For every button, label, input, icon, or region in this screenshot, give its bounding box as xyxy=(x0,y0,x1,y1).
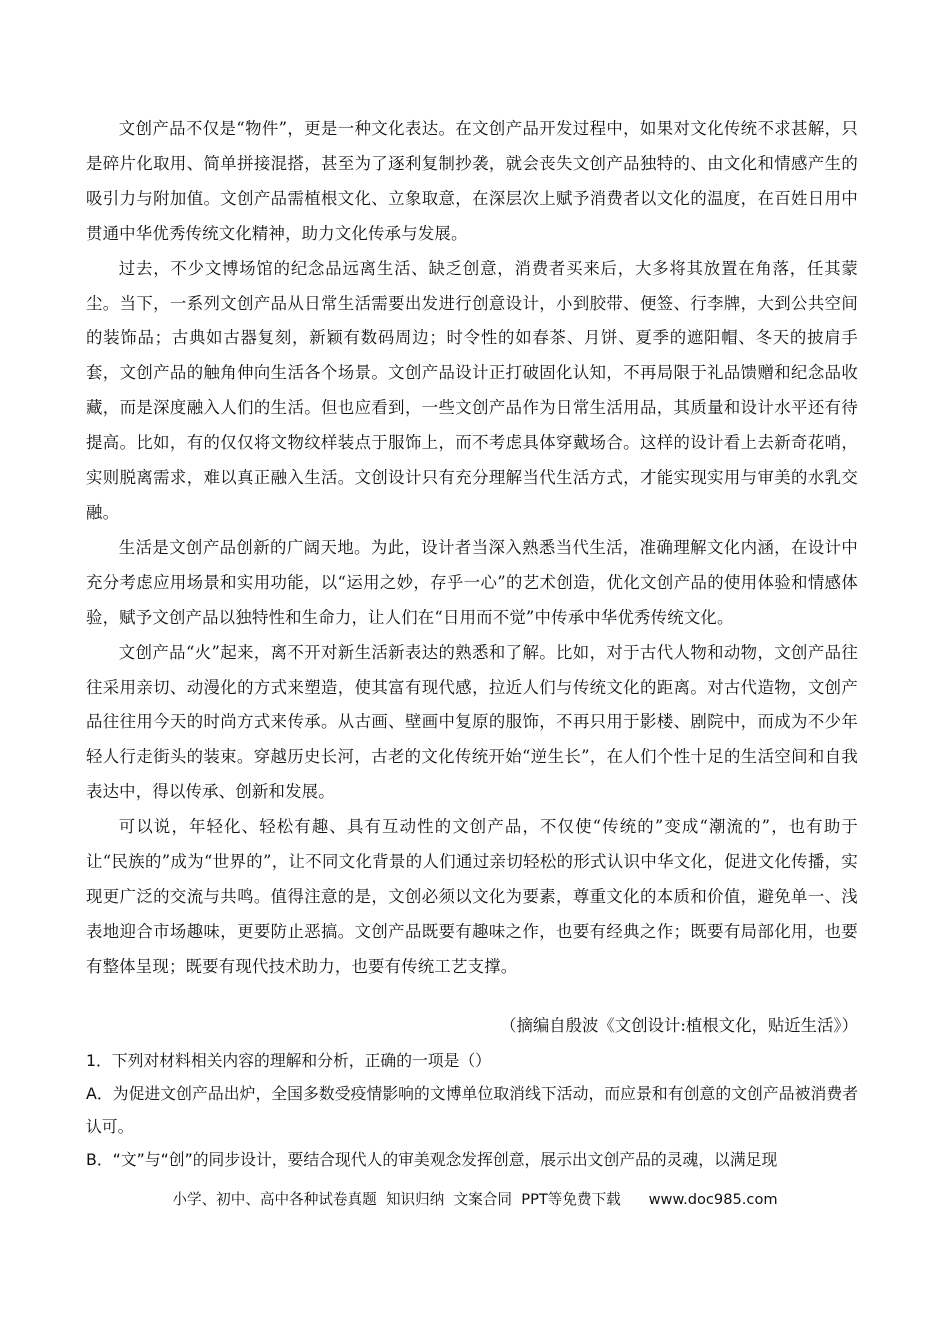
article-source: （摘编自殷波《文创设计:植根文化，贴近生活》） xyxy=(500,1016,858,1035)
footer-url[interactable]: www.doc985.com xyxy=(648,1191,778,1208)
footer-gap xyxy=(621,1191,649,1208)
option-a: A．为促进文创产品出炉，全国多数受疫情影响的文博单位取消线下活动，而应景和有创意的文创产品被消费者认可。 xyxy=(86,1084,858,1136)
question-stem: 1．下列对材料相关内容的理解和分析，正确的一项是（） xyxy=(86,1051,491,1070)
article-paragraph-1: 文创产品不仅是“物件”，更是一种文化表达。在文创产品开发过程中，如果对文化传统不求甚解，只是碎片化取用、简单拼接混搭，甚至为了逐利复制抄袭，就会丧失文创产品独特的、由文化和情感产生的吸引力与附加值。文创产品需植根文化、立象取意，在深层次上赋予消费者以文化的温度，在百姓日用中贯通中华优秀传统文化精神，助力文化传承与发展。 xyxy=(86,119,858,243)
page-footer xyxy=(0,1190,950,1210)
question-block xyxy=(86,1044,858,1176)
footer-text: 小学、初中、高中各种试卷真题 知识归纳 文案合同 PPT等免费下载 xyxy=(172,1191,621,1208)
article-paragraph-3: 生活是文创产品创新的广阔天地。为此，设计者当深入熟悉当代生活，准确理解文化内涵，在设计中充分考虑应用场景和实用功能，以“运用之妙，存乎一心”的艺术创造，优化文创产品的使用体验和情感体验，赋予文创产品以独特性和生命力，让人们在“日用而不觉”中传承中华优秀传统文化。 xyxy=(86,537,858,627)
option-b: B．“文”与“创”的同步设计，要结合现代人的审美观念发挥创意，展示出文创产品的灵魂，以满足现 xyxy=(86,1150,778,1169)
article-paragraph-5: 可以说，年轻化、轻松有趣、具有互动性的文创产品，不仅使“传统的”变成“潮流的”，也有助于让“民族的”成为“世界的”，让不同文化背景的人们通过亲切轻松的形式认识中华文化，促进文化传播，实现更广泛的交流与共鸣。值得注意的是，文创必须以文化为要素，尊重文化的本质和价值，避免单一、浅表地迎合市场趣味，更要防止恶搞。文创产品既要有趣味之作，也要有经典之作；既要有局部化用，也要有整体呈现；既要有现代技术助力，也要有传统工艺支撑。 xyxy=(86,817,858,976)
article-paragraph-4: 文创产品“火”起来，离不开对新生活新表达的熟悉和了解。比如，对于古代人物和动物，文创产品往往采用亲切、动漫化的方式来塑造，使其富有现代感，拉近人们与传统文化的距离。对古代造物，文创产品往往用今天的时尚方式来传承。从古画、壁画中复原的服饰，不再只用于影楼、剧院中，而成为不少年轻人行走街头的装束。穿越历史长河，古老的文化传统开始“逆生长”，在人们个性十足的生活空间和自我表达中，得以传承、创新和发展。 xyxy=(86,642,858,802)
article-body xyxy=(86,112,858,985)
article-paragraph-2: 过去，不少文博场馆的纪念品远离生活、缺乏创意，消费者买来后，大多将其放置在角落，任其蒙尘。当下，一系列文创产品从日常生活需要出发进行创意设计，小到胶带、便签、行李牌，大到公共空间的装饰品；古典如古器复刻，新颖有数码周边；时令性的如春茶、月饼、夏季的遮阳帽、冬天的披肩手套，文创产品的触角伸向生活各个场景。文创产品设计正打破固化认知，不再局限于礼品馈赠和纪念品收藏，而是深度融入人们的生活。但也应看到，一些文创产品作为日常生活用品，其质量和设计水平还有待提高。比如，有的仅仅将文物纹样装点于服饰上，而不考虑具体穿戴场合。这样的设计看上去新奇花哨，实则脱离需求，难以真正融入生活。文创设计只有充分理解当代生活方式，才能实现实用与审美的水乳交融。 xyxy=(86,258,858,522)
